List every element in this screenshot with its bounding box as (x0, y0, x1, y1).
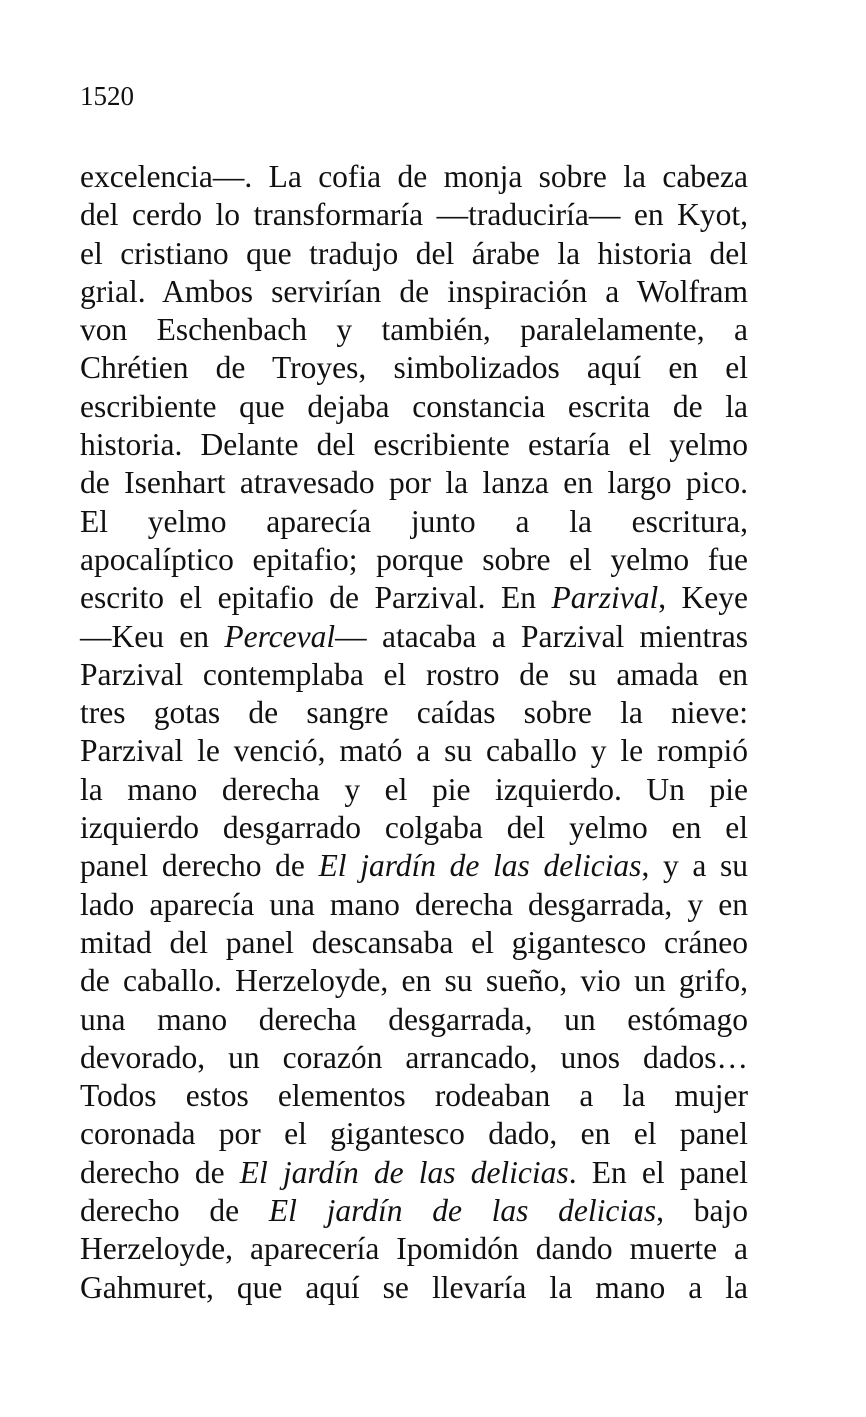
text-line: Todos estos elementos rodeaban a la mujer (80, 1078, 748, 1114)
text-line: —Keu en Perceval— atacaba a Parzival mientras (80, 618, 749, 654)
text-line: la mano derecha y el pie izquierdo. Un pie (80, 771, 748, 807)
text-line: Parzival contemplaba el rostro de su amada en (80, 656, 748, 692)
italic-title: El jardín de las delicias (268, 1193, 657, 1229)
text-line: de caballo. Herzeloyde, en su sueño, vio un grifo, (80, 963, 748, 999)
text-line: mitad del panel descansaba el gigantesco cráneo (80, 924, 748, 960)
page-number: 1520 (80, 81, 134, 111)
italic-title: Perceval (224, 618, 336, 654)
text-line: excelencia—. La cofia de monja sobre la cabeza (80, 159, 748, 194)
text-line: historia. Delante del escribiente estaría el yelmo (80, 427, 748, 463)
text-line: Gahmuret, que aquí se llevaría la mano a la (80, 1269, 748, 1305)
text-line: apocalíptico epitafio; porque sobre el yelmo fue (80, 541, 748, 577)
text-line: lado aparecía una mano derecha desgarrada, y en (80, 886, 748, 922)
text-line: panel derecho de El jardín de las delicias, y a su (80, 848, 748, 884)
text-line: izquierdo desgarrado colgaba del yelmo en el (80, 810, 748, 846)
text-line: devorado, un corazón arrancado, unos dados… (80, 1039, 748, 1075)
italic-title: El jardín de las delicias (318, 848, 642, 884)
text-line: el cristiano que tradujo del árabe la historia del (80, 235, 748, 271)
text-line: tres gotas de sangre caídas sobre la nieve: (80, 695, 748, 731)
text-line: derecho de El jardín de las delicias, bajo (80, 1193, 749, 1229)
italic-title: El jardín de las delicias (239, 1154, 569, 1190)
text-line: escribiente que dejaba constancia escrita de la (80, 388, 748, 424)
text-line: von Eschenbach y también, paralelamente, a (80, 312, 748, 348)
text-line: Parzival le venció, mató a su caballo y le rompió (80, 733, 748, 769)
text-line: coronada por el gigantesco dado, en el panel (80, 1116, 748, 1152)
body-text (80, 158, 748, 1307)
text-line: del cerdo lo transformaría —traduciría— en Kyot, (80, 197, 748, 233)
text-line: El yelmo aparecía junto a la escritura, (80, 503, 748, 539)
italic-title: Parzival (551, 580, 659, 616)
text-line: de Isenhart atravesado por la lanza en largo pico. (80, 465, 748, 501)
text-line: escrito el epitafio de Parzival. En Parzival, Keye (80, 580, 748, 616)
text-line: Chrétien de Troyes, simbolizados aquí en el (80, 350, 748, 386)
text-line: una mano derecha desgarrada, un estómago (80, 1001, 748, 1037)
text-line: grial. Ambos servirían de inspiración a Wolfram (80, 273, 748, 309)
text-line: Herzeloyde, aparecería Ipomidón dando muerte a (80, 1231, 748, 1267)
text-line: derecho de El jardín de las delicias. En el panel (80, 1154, 748, 1190)
